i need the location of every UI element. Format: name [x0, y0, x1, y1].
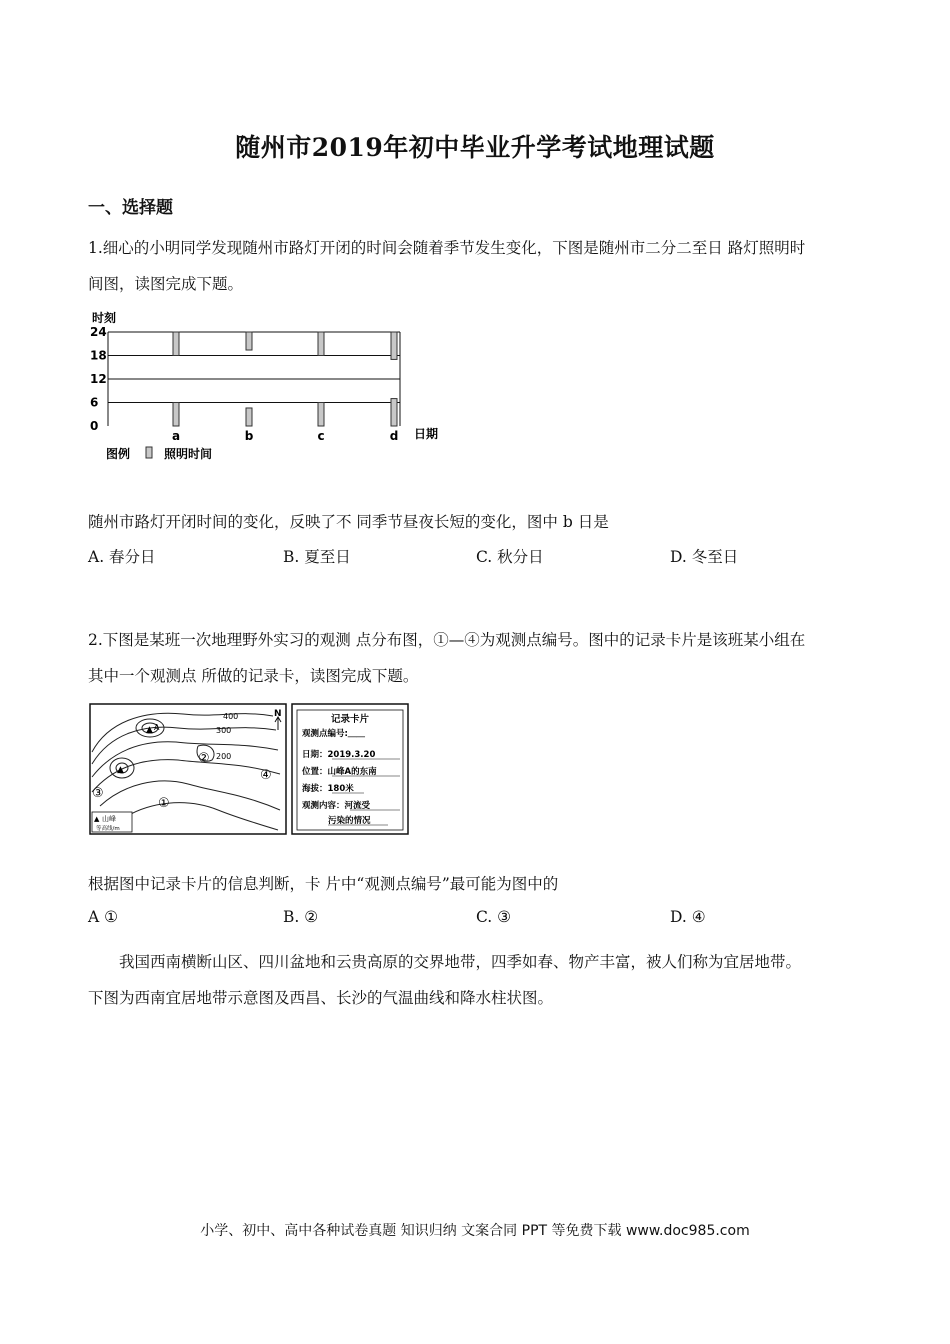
q1-option-d[interactable]: D. 冬至日	[670, 548, 739, 566]
lighting-bar-a	[173, 403, 179, 427]
peak-a-label: A	[154, 723, 160, 732]
y-tick-label: 18	[90, 348, 107, 363]
chart-y-ticks	[90, 325, 107, 433]
card-date: 日期：2019.3.20	[302, 750, 376, 760]
card-title: 记录卡片	[330, 714, 370, 725]
x-label-d: d	[389, 429, 399, 443]
q2-option-b[interactable]: B. ②	[283, 908, 319, 926]
q1-stem-line2: 间图，读图完成下题。	[88, 275, 244, 293]
passage-line2: 下图为西南宜居地带示意图及西昌、长沙的气温曲线和降水柱状图。	[88, 989, 554, 1007]
x-label-c: c	[317, 429, 325, 443]
y-tick-label: 12	[90, 372, 107, 386]
y-axis-title: 时刻	[92, 311, 117, 325]
legend-contour: 等高线/m	[96, 826, 120, 832]
x-axis-title: 日期	[414, 427, 439, 441]
card-altitude: 海拔：180米	[302, 784, 354, 794]
q1-question: 随州市路灯开闭时间的变化，反映了不 同季节昼夜长短的变化，图中 b 日是	[88, 513, 609, 531]
q1-stem-line1: 1.细心的小明同学发现随州市路灯开闭的时间会随着季节发生变化，下图是随州市二分二至日 路灯照明时	[88, 239, 806, 257]
lighting-bar-d	[391, 399, 397, 426]
point-3: ③	[92, 786, 104, 801]
north-label: N	[274, 709, 282, 719]
lighting-bar-a	[173, 332, 179, 356]
legend-peak: 山峰	[102, 815, 116, 823]
lighting-chart-svg	[88, 308, 448, 468]
lighting-bar-c	[318, 332, 324, 356]
q2-option-d[interactable]: D. ④	[670, 908, 706, 926]
legend-prefix: 图例	[106, 447, 131, 461]
card-number: 观测点编号:＿＿	[302, 729, 365, 739]
legend-label: 照明时间	[164, 447, 213, 461]
q2-stem-line1: 2.下图是某班一次地理野外实习的观测 点分布图，①—④为观测点编号。图中的记录卡片是该班某小组在	[88, 631, 806, 649]
lighting-bar-c	[318, 403, 324, 427]
passage	[88, 944, 878, 1016]
observation-map-svg	[88, 702, 410, 838]
point-1: ①	[158, 796, 170, 811]
point-4: ④	[260, 768, 272, 783]
q2-option-a[interactable]: A ①	[88, 908, 119, 926]
q2-stem	[88, 622, 868, 694]
point-2: ②	[198, 751, 210, 766]
card-content-line2: 污染的情况	[328, 816, 371, 826]
peak-marker: ▲	[117, 765, 124, 775]
chart-x-labels	[172, 429, 398, 443]
chart-gridlines	[108, 332, 400, 426]
peak-a-marker: ▲	[146, 725, 153, 735]
lighting-bar-b	[246, 332, 252, 350]
q1-stem	[88, 230, 868, 302]
y-tick-label: 24	[90, 325, 107, 339]
lighting-bar-b	[246, 408, 252, 426]
legend-swatch	[146, 447, 152, 458]
page-title: 随州市2019年初中毕业升学考试地理试题	[235, 133, 715, 162]
contour-label-400: 400	[223, 712, 239, 721]
contour-label-200: 200	[216, 752, 232, 761]
section-heading: 一、选择题	[88, 198, 173, 218]
card-content-line1: 观测内容：河流受	[302, 801, 371, 811]
x-label-b: b	[244, 429, 254, 443]
q1-option-a[interactable]: A. 春分日	[88, 548, 156, 566]
legend-peak-icon: ▲	[94, 815, 100, 823]
lighting-bar-d	[391, 332, 397, 359]
y-tick-label: 0	[90, 419, 99, 433]
y-tick-label: 6	[90, 395, 99, 410]
lighting-chart	[88, 308, 448, 472]
x-label-a: a	[171, 429, 181, 443]
q2-question: 根据图中记录卡片的信息判断，卡 片中“观测点编号”最可能为图中的	[88, 875, 559, 893]
observation-map-figure	[88, 702, 410, 842]
contour-label-300: 300	[216, 726, 232, 735]
page-footer: 小学、初中、高中各种试卷真题 知识归纳 文案合同 PPT 等免费下载 www.doc985.com	[200, 1223, 750, 1239]
q2-option-c[interactable]: C. ③	[476, 908, 512, 926]
q1-option-b[interactable]: B. 夏至日	[283, 548, 351, 566]
card-location: 位置：山峰A的东南	[302, 767, 377, 777]
q1-option-c[interactable]: C. 秋分日	[476, 548, 544, 566]
passage-line1: 我国西南横断山区、四川盆地和云贵高原的交界地带，四季如春、物产丰富，被人们称为宜居地带。	[119, 953, 802, 971]
q2-stem-line2: 其中一个观测点 所做的记录卡，读图完成下题。	[88, 667, 419, 685]
